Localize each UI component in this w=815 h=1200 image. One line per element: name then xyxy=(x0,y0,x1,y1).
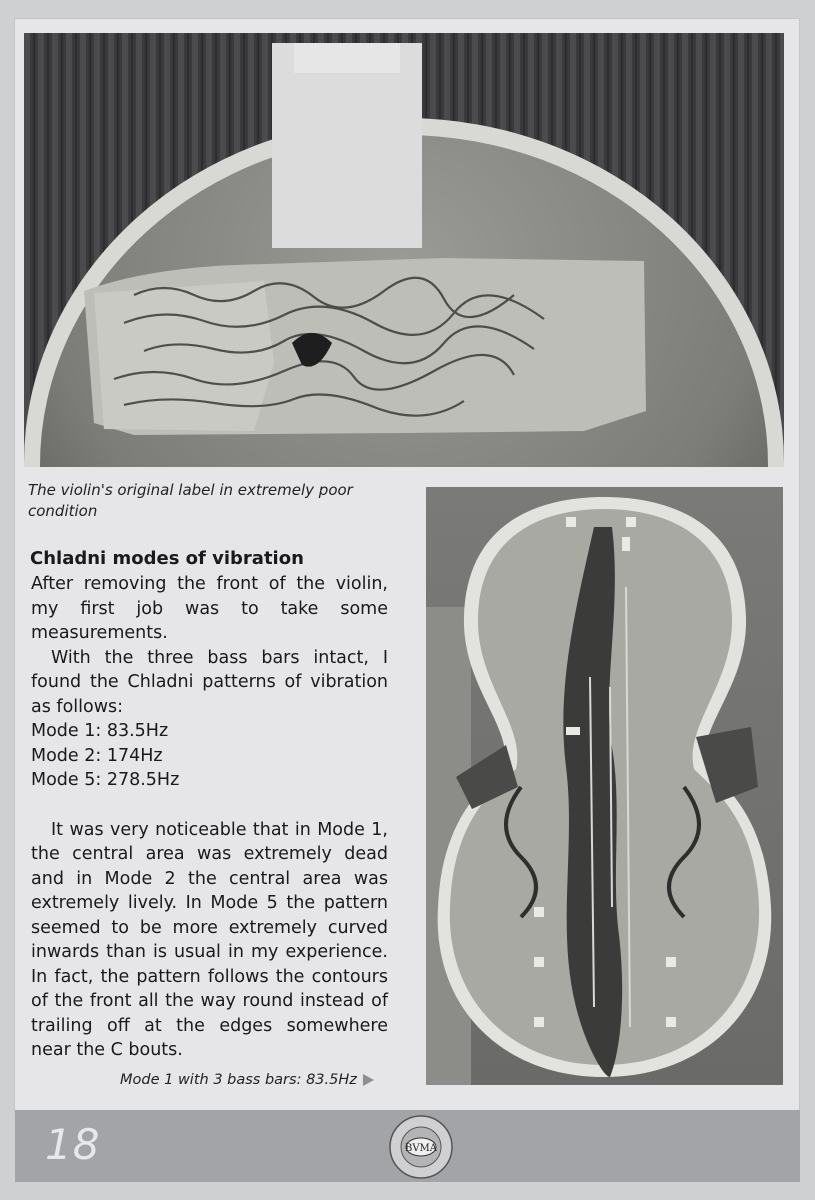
paragraph-bass-bars: With the three bass bars intact, I found the Chladni patterns of vibration as follows: xyxy=(31,647,388,717)
bvma-logo xyxy=(381,1114,461,1180)
article-body xyxy=(31,572,388,1063)
bottom-photo-caption xyxy=(120,1072,374,1088)
triangle-pointer-icon xyxy=(363,1074,374,1086)
top-photo-caption: The violin's original label in extremely poor condition xyxy=(28,481,353,520)
page-footer xyxy=(15,1110,800,1182)
page-number: 18 xyxy=(45,1120,101,1169)
paragraph-observations: It was very noticeable that in Mode 1, the central area was extremely dead and in Mode 2 the central area was extremely lively. In Mode 5 the pattern seemed to be more extremely curved inwards than is usual in my experience. In fact, the pattern follows the contours of the front all the way round instead of trailing off at the edges somewhere near the C bouts. xyxy=(31,819,388,1060)
svg-text:BVMA: BVMA xyxy=(404,1143,438,1154)
paragraph-intro: After removing the front of the violin, my first job was to take some measurements. xyxy=(31,574,388,643)
section-heading: Chladni modes of vibration xyxy=(30,548,304,569)
mode-1-value: Mode 1: 83.5Hz xyxy=(31,721,169,741)
mode-2-value: Mode 2: 174Hz xyxy=(31,745,163,766)
bottom-caption-text: Mode 1 with 3 bass bars: 83.5Hz xyxy=(120,1072,357,1088)
chladni-pattern-photo xyxy=(426,487,783,1085)
mode-5-value: Mode 5: 278.5Hz xyxy=(31,770,180,790)
violin-label-photo xyxy=(24,33,784,467)
